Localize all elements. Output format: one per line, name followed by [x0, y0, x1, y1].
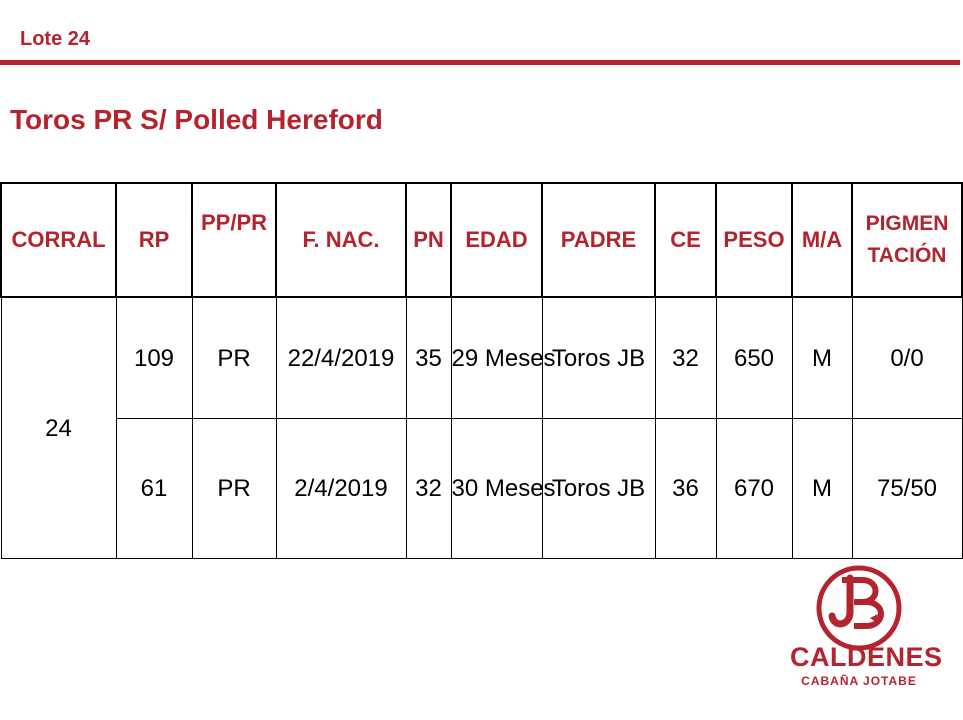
table-header-row: [1, 183, 962, 297]
cell-edad: 29 Meses: [451, 297, 542, 419]
cell-pigmentacion: 75/50: [852, 419, 962, 559]
cell-pp-pr: PR: [192, 419, 276, 559]
col-header-peso: PESO: [716, 183, 792, 297]
cell-rp: 61: [116, 419, 192, 559]
cell-pp-pr: PR: [192, 297, 276, 419]
cell-rp: 109: [116, 297, 192, 419]
logo-subtitle: CABAÑA JOTABE: [801, 674, 917, 688]
col-header-ce: CE: [655, 183, 716, 297]
header-rule: [0, 60, 960, 65]
cell-padre: Toros JB: [542, 297, 655, 419]
page-title: Toros PR S/ Polled Hereford: [10, 104, 383, 135]
col-header-padre: PADRE: [542, 183, 655, 297]
cell-ce: 32: [655, 297, 716, 419]
col-header-rp: RP: [116, 183, 192, 297]
col-header-pp-pr: PP/PR: [192, 183, 276, 297]
lot-table: [0, 182, 963, 559]
table-row: [1, 419, 962, 559]
cell-m-a: M: [792, 297, 852, 419]
cell-peso: 650: [716, 297, 792, 419]
cell-f-nac: 22/4/2019: [276, 297, 406, 419]
cell-m-a: M: [792, 419, 852, 559]
col-header-pn: PN: [406, 183, 451, 297]
cell-pn: 35: [406, 297, 451, 419]
col-header-pigmentacion: PIGMEN TACIÓN: [852, 183, 962, 297]
logo-name: CALDENES: [790, 642, 943, 672]
cell-padre: Toros JB: [542, 419, 655, 559]
col-header-f-nac: F. NAC.: [276, 183, 406, 297]
col-header-corral: CORRAL: [1, 183, 116, 297]
table-row: [1, 297, 962, 419]
cell-f-nac: 2/4/2019: [276, 419, 406, 559]
cell-ce: 36: [655, 419, 716, 559]
lote-label: Lote 24: [20, 28, 91, 50]
col-header-m-a: M/A: [792, 183, 852, 297]
col-header-edad: EDAD: [451, 183, 542, 297]
cell-corral: 24: [1, 297, 116, 559]
cell-edad: 30 Meses: [451, 419, 542, 559]
cell-pn: 32: [406, 419, 451, 559]
cell-pigmentacion: 0/0: [852, 297, 962, 419]
cell-peso: 670: [716, 419, 792, 559]
